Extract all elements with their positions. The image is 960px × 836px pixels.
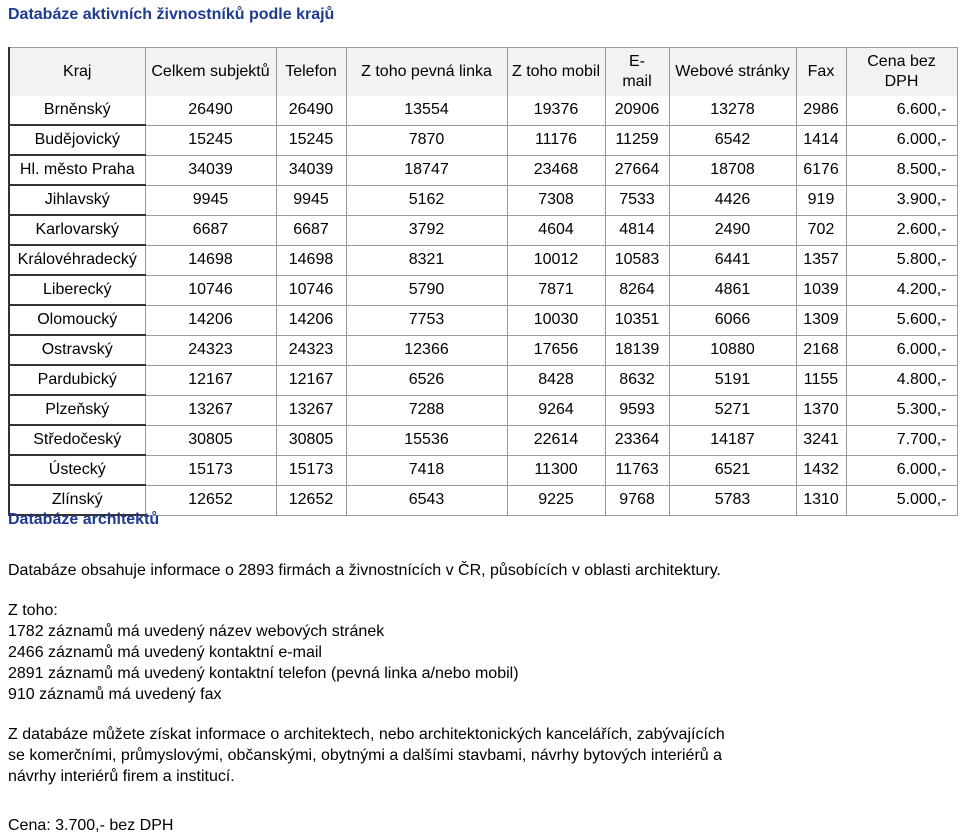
count-cell: 26490: [276, 96, 346, 125]
region-name-cell: Olomoucký: [9, 305, 145, 335]
count-cell: 7418: [346, 455, 507, 485]
count-cell: 7533: [605, 185, 669, 215]
count-cell: 1357: [796, 245, 846, 275]
count-cell: 24323: [145, 335, 276, 365]
architects-description: [8, 724, 948, 787]
count-cell: 24323: [276, 335, 346, 365]
count-cell: 15245: [145, 125, 276, 155]
count-cell: 20906: [605, 96, 669, 125]
price-cell: 8.500,-: [846, 155, 957, 185]
page-title: Databáze aktivních živnostníků podle krajů: [8, 6, 335, 23]
count-cell: 7308: [507, 185, 605, 215]
count-cell: 1155: [796, 365, 846, 395]
count-cell: 14698: [276, 245, 346, 275]
column-header-webove-stranky: Webové stránky: [669, 48, 796, 97]
count-cell: 5783: [669, 485, 796, 515]
count-cell: 11300: [507, 455, 605, 485]
count-cell: 702: [796, 215, 846, 245]
count-cell: 6441: [669, 245, 796, 275]
count-cell: 919: [796, 185, 846, 215]
count-cell: 11259: [605, 125, 669, 155]
count-cell: 8264: [605, 275, 669, 305]
count-cell: 4814: [605, 215, 669, 245]
count-cell: 13278: [669, 96, 796, 125]
count-cell: 30805: [276, 425, 346, 455]
region-name-cell: Středočeský: [9, 425, 145, 455]
architects-price: Cena: 3.700,- bez DPH: [8, 817, 174, 834]
column-header-mobil: Z toho mobil: [507, 48, 605, 97]
table-row: [9, 335, 957, 365]
count-cell: 3792: [346, 215, 507, 245]
regions-table: [8, 47, 958, 516]
price-cell: 3.900,-: [846, 185, 957, 215]
count-cell: 23468: [507, 155, 605, 185]
count-cell: 15245: [276, 125, 346, 155]
region-name-cell: Královéhradecký: [9, 245, 145, 275]
count-cell: 2168: [796, 335, 846, 365]
price-cell: 6.000,-: [846, 125, 957, 155]
count-cell: 18708: [669, 155, 796, 185]
count-cell: 7870: [346, 125, 507, 155]
count-cell: 7288: [346, 395, 507, 425]
price-cell: 2.600,-: [846, 215, 957, 245]
column-header-telefon: Telefon: [276, 48, 346, 97]
price-cell: 5.800,-: [846, 245, 957, 275]
count-cell: 6687: [145, 215, 276, 245]
table-row: [9, 215, 957, 245]
count-cell: 1414: [796, 125, 846, 155]
region-name-cell: Budějovický: [9, 125, 145, 155]
count-cell: 3241: [796, 425, 846, 455]
count-cell: 1432: [796, 455, 846, 485]
count-cell: 10351: [605, 305, 669, 335]
region-name-cell: Liberecký: [9, 275, 145, 305]
count-cell: 9945: [276, 185, 346, 215]
count-cell: 12366: [346, 335, 507, 365]
count-cell: 4426: [669, 185, 796, 215]
count-cell: 13267: [145, 395, 276, 425]
count-cell: 14187: [669, 425, 796, 455]
architects-breakdown: [8, 600, 948, 705]
region-name-cell: Jihlavský: [9, 185, 145, 215]
table-row: [9, 185, 957, 215]
table-row: [9, 305, 957, 335]
count-cell: 17656: [507, 335, 605, 365]
count-cell: 2986: [796, 96, 846, 125]
price-cell: 5.000,-: [846, 485, 957, 515]
price-cell: 5.600,-: [846, 305, 957, 335]
region-name-cell: Brněnský: [9, 96, 145, 125]
count-cell: 9264: [507, 395, 605, 425]
price-cell: 7.700,-: [846, 425, 957, 455]
price-cell: 4.800,-: [846, 365, 957, 395]
count-cell: 10030: [507, 305, 605, 335]
count-cell: 26490: [145, 96, 276, 125]
table-row: [9, 395, 957, 425]
region-name-cell: Hl. město Praha: [9, 155, 145, 185]
count-cell: 6543: [346, 485, 507, 515]
region-name-cell: Ústecký: [9, 455, 145, 485]
count-cell: 8428: [507, 365, 605, 395]
count-cell: 9768: [605, 485, 669, 515]
table-row: [9, 425, 957, 455]
table-row: [9, 275, 957, 305]
count-cell: 5191: [669, 365, 796, 395]
count-cell: 9945: [145, 185, 276, 215]
count-cell: 4861: [669, 275, 796, 305]
count-cell: 30805: [145, 425, 276, 455]
description-line: se komerčními, průmyslovými, občanskými, obytnými a dalšími stavbami, návrhy bytových interiérů a: [8, 747, 723, 764]
count-cell: 8632: [605, 365, 669, 395]
price-cell: 6.000,-: [846, 335, 957, 365]
count-cell: 6176: [796, 155, 846, 185]
count-cell: 10746: [276, 275, 346, 305]
column-header-celkem-subjektu: Celkem subjektů: [145, 48, 276, 97]
architects-intro: Databáze obsahuje informace o 2893 firmách a živnostnících v ČR, působících v oblasti architektury.: [8, 562, 721, 579]
count-cell: 34039: [276, 155, 346, 185]
region-name-cell: Plzeňský: [9, 395, 145, 425]
count-cell: 23364: [605, 425, 669, 455]
count-cell: 5790: [346, 275, 507, 305]
table-row: [9, 365, 957, 395]
table-body: [9, 96, 957, 515]
count-cell: 19376: [507, 96, 605, 125]
count-cell: 12167: [145, 365, 276, 395]
description-line: Z databáze můžete získat informace o architektech, nebo architektonických kancelářích, zabývajících: [8, 726, 725, 743]
count-cell: 12167: [276, 365, 346, 395]
count-cell: 6521: [669, 455, 796, 485]
description-line: návrhy interiérů firem a institucí.: [8, 768, 235, 785]
count-cell: 13267: [276, 395, 346, 425]
region-name-cell: Pardubický: [9, 365, 145, 395]
count-cell: 10012: [507, 245, 605, 275]
count-cell: 18139: [605, 335, 669, 365]
count-cell: 11176: [507, 125, 605, 155]
breakdown-line: 2466 záznamů má uvedený kontaktní e-mail: [8, 644, 322, 661]
count-cell: 12652: [276, 485, 346, 515]
count-cell: 6526: [346, 365, 507, 395]
count-cell: 6687: [276, 215, 346, 245]
table-header-row: [9, 48, 957, 97]
count-cell: 15173: [276, 455, 346, 485]
count-cell: 5162: [346, 185, 507, 215]
count-cell: 14206: [145, 305, 276, 335]
price-cell: 6.600,-: [846, 96, 957, 125]
count-cell: 7753: [346, 305, 507, 335]
table-row: [9, 245, 957, 275]
count-cell: 10880: [669, 335, 796, 365]
section-title-architects: Databáze architektů: [8, 511, 160, 528]
column-header-kraj: Kraj: [9, 48, 145, 97]
count-cell: 14206: [276, 305, 346, 335]
count-cell: 34039: [145, 155, 276, 185]
count-cell: 11763: [605, 455, 669, 485]
count-cell: 2490: [669, 215, 796, 245]
column-header-pevna-linka: Z toho pevná linka: [346, 48, 507, 97]
count-cell: 12652: [145, 485, 276, 515]
breakdown-label: Z toho:: [8, 602, 58, 619]
table-row: [9, 455, 957, 485]
column-header-cena-bez-dph: Cena bez DPH: [846, 48, 957, 97]
count-cell: 7871: [507, 275, 605, 305]
breakdown-line: 910 záznamů má uvedený fax: [8, 686, 222, 703]
column-header-email: E- mail: [605, 48, 669, 97]
count-cell: 6542: [669, 125, 796, 155]
table-row: [9, 155, 957, 185]
count-cell: 13554: [346, 96, 507, 125]
count-cell: 4604: [507, 215, 605, 245]
count-cell: 6066: [669, 305, 796, 335]
count-cell: 9593: [605, 395, 669, 425]
count-cell: 1310: [796, 485, 846, 515]
count-cell: 1370: [796, 395, 846, 425]
region-name-cell: Zlínský: [9, 485, 145, 515]
table-row: [9, 96, 957, 125]
count-cell: 10746: [145, 275, 276, 305]
region-name-cell: Ostravský: [9, 335, 145, 365]
price-cell: 5.300,-: [846, 395, 957, 425]
column-header-fax: Fax: [796, 48, 846, 97]
count-cell: 27664: [605, 155, 669, 185]
breakdown-line: 1782 záznamů má uvedený název webových stránek: [8, 623, 385, 640]
price-cell: 6.000,-: [846, 455, 957, 485]
price-cell: 4.200,-: [846, 275, 957, 305]
count-cell: 1039: [796, 275, 846, 305]
count-cell: 8321: [346, 245, 507, 275]
breakdown-line: 2891 záznamů má uvedený kontaktní telefon (pevná linka a/nebo mobil): [8, 665, 519, 682]
count-cell: 1309: [796, 305, 846, 335]
count-cell: 10583: [605, 245, 669, 275]
count-cell: 5271: [669, 395, 796, 425]
count-cell: 22614: [507, 425, 605, 455]
region-name-cell: Karlovarský: [9, 215, 145, 245]
count-cell: 15173: [145, 455, 276, 485]
count-cell: 14698: [145, 245, 276, 275]
count-cell: 9225: [507, 485, 605, 515]
table-row: [9, 125, 957, 155]
count-cell: 18747: [346, 155, 507, 185]
count-cell: 15536: [346, 425, 507, 455]
